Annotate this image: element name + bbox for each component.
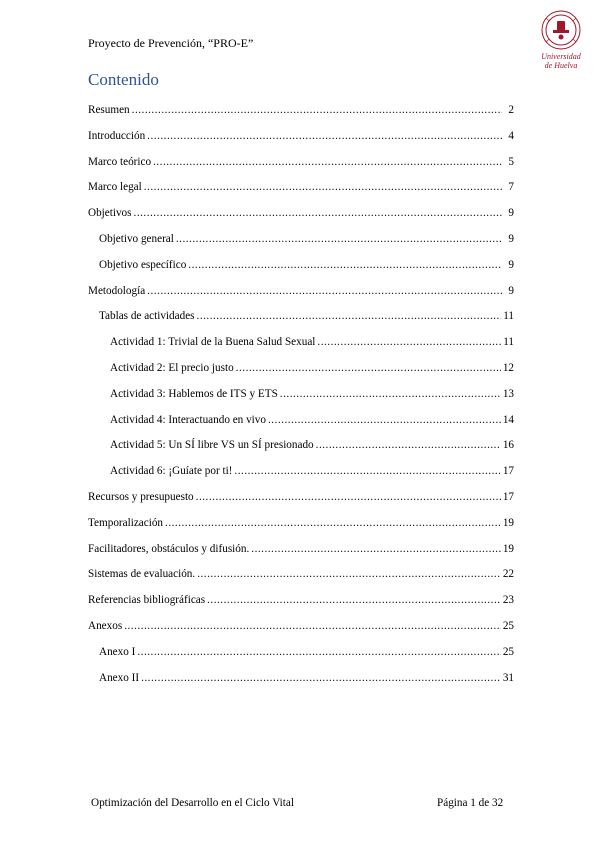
toc-entry[interactable] xyxy=(88,181,514,193)
toc-dot-leader xyxy=(251,543,501,555)
toc-entry-page: 4 xyxy=(508,129,514,142)
toc-entry-label: Marco legal xyxy=(88,181,142,194)
toc-entry[interactable] xyxy=(88,620,514,632)
toc-entry-label: Objetivos xyxy=(88,207,132,220)
toc-dot-leader xyxy=(197,568,501,580)
toc-dot-leader xyxy=(144,181,502,193)
toc-dot-leader xyxy=(134,207,502,219)
toc-entry-page: 17 xyxy=(502,491,514,503)
toc-dot-leader xyxy=(236,362,501,374)
toc-entry[interactable] xyxy=(88,285,514,297)
toc-entry-label: Resumen xyxy=(88,104,130,116)
toc-dot-leader xyxy=(176,233,502,245)
toc-entry-label: Sistemas de evaluación. xyxy=(88,568,196,581)
toc-entry-page: 9 xyxy=(508,207,514,220)
toc-entry-page: 19 xyxy=(502,516,514,529)
toc-entry[interactable] xyxy=(88,517,514,529)
toc-entry-page: 13 xyxy=(502,387,514,400)
toc-entry[interactable] xyxy=(110,465,514,477)
toc-entry[interactable] xyxy=(99,646,514,658)
toc-dot-leader xyxy=(268,414,501,426)
toc-entry-page: 9 xyxy=(508,233,514,245)
toc-entry[interactable] xyxy=(88,568,514,580)
toc-dot-leader xyxy=(316,439,501,451)
toc-dot-leader xyxy=(207,594,501,606)
toc-entry[interactable] xyxy=(88,104,514,116)
toc-dot-leader xyxy=(147,130,502,142)
toc-dot-leader xyxy=(124,620,501,632)
page-header-title: Proyecto de Prevención, “PRO-E” xyxy=(88,36,254,50)
toc-entry-page: 5 xyxy=(508,155,514,168)
toc-entry-page: 14 xyxy=(502,413,514,426)
toc-dot-leader xyxy=(196,491,501,503)
toc-entry-label: Objetivo específico xyxy=(99,258,187,271)
toc-entry-page: 11 xyxy=(503,336,514,349)
toc-entry[interactable] xyxy=(99,672,514,684)
toc-entry-label: Actividad 1: Trivial de la Buena Salud Sexual xyxy=(110,336,316,349)
toc-entry-label: Introducción xyxy=(88,129,146,142)
toc-entry[interactable] xyxy=(88,491,514,503)
toc-entry[interactable] xyxy=(99,259,514,271)
university-logo xyxy=(536,8,586,74)
toc-entry-label: Temporalización xyxy=(88,516,164,529)
toc-dot-leader xyxy=(132,104,502,116)
logo-text-line2: de Huelva xyxy=(544,61,578,70)
toc-entry-label: Actividad 6: ¡Guíate por ti! xyxy=(110,465,233,478)
toc-entry[interactable] xyxy=(88,543,514,555)
toc-entry-label: Objetivo general xyxy=(99,233,174,245)
toc-entry-label: Actividad 2: El precio justo xyxy=(110,362,234,374)
toc-entry-label: Actividad 4: Interactuando en vivo xyxy=(110,413,266,426)
toc-entry-label: Tablas de actividades xyxy=(99,310,195,323)
toc-entry[interactable] xyxy=(88,130,514,142)
toc-entry[interactable] xyxy=(99,310,514,322)
toc-entry[interactable] xyxy=(110,439,514,451)
toc-title: Contenido xyxy=(88,70,159,89)
toc-dot-leader xyxy=(137,646,500,658)
toc-entry-page: 19 xyxy=(502,542,514,555)
toc-entry-page: 9 xyxy=(508,284,514,297)
toc-dot-leader xyxy=(317,336,501,348)
toc-entry-page: 12 xyxy=(502,362,514,374)
logo-text-line1: Universidad xyxy=(541,52,581,61)
toc-entry[interactable] xyxy=(99,233,514,245)
toc-dot-leader xyxy=(188,259,502,271)
toc-entry-label: Facilitadores, obstáculos y difusión. xyxy=(88,542,250,555)
toc-entry-label: Anexo II xyxy=(99,671,140,684)
toc-entry[interactable] xyxy=(110,388,514,400)
toc-entry-page: 11 xyxy=(503,310,514,323)
toc-entry-label: Actividad 5: Un SÍ libre VS un SÍ presionado xyxy=(110,439,314,452)
toc-entry-page: 7 xyxy=(508,181,514,194)
toc-entry-label: Marco teórico xyxy=(88,155,152,168)
toc-entry-page: 16 xyxy=(502,439,514,452)
toc-dot-leader xyxy=(197,310,502,322)
toc-entry-page: 23 xyxy=(502,594,514,607)
toc-entry-label: Recursos y presupuesto xyxy=(88,491,194,503)
toc-entry[interactable] xyxy=(88,156,514,168)
toc-entry-page: 17 xyxy=(502,465,514,478)
toc-entry-page: 2 xyxy=(508,104,514,116)
toc-entry-page: 22 xyxy=(502,568,514,581)
toc-entry-page: 31 xyxy=(502,671,514,684)
toc-entry[interactable] xyxy=(88,594,514,606)
toc-entry-label: Anexos xyxy=(88,620,123,632)
toc-entry-page: 25 xyxy=(502,645,514,658)
toc-dot-leader xyxy=(280,388,501,400)
footer-page-number: Página 1 de 32 xyxy=(437,797,504,809)
toc-dot-leader xyxy=(153,156,502,168)
toc-entry[interactable] xyxy=(88,207,514,219)
toc-dot-leader xyxy=(234,465,500,477)
toc-dot-leader xyxy=(141,672,501,684)
toc-entry[interactable] xyxy=(110,414,514,426)
toc-entry-page: 25 xyxy=(502,620,514,632)
toc-entry-label: Actividad 3: Hablemos de ITS y ETS xyxy=(110,387,278,400)
toc-dot-leader xyxy=(165,517,501,529)
toc-entry-page: 9 xyxy=(508,258,514,271)
toc-dot-leader xyxy=(147,285,502,297)
toc-entry[interactable] xyxy=(110,362,514,374)
toc-entry-label: Anexo I xyxy=(99,645,136,658)
toc-entry-label: Metodología xyxy=(88,284,146,297)
footer-course-name: Optimización del Desarrollo en el Ciclo Vital xyxy=(91,797,294,809)
toc-entry[interactable] xyxy=(110,336,514,348)
toc-entry-label: Referencias bibliográficas xyxy=(88,594,206,607)
